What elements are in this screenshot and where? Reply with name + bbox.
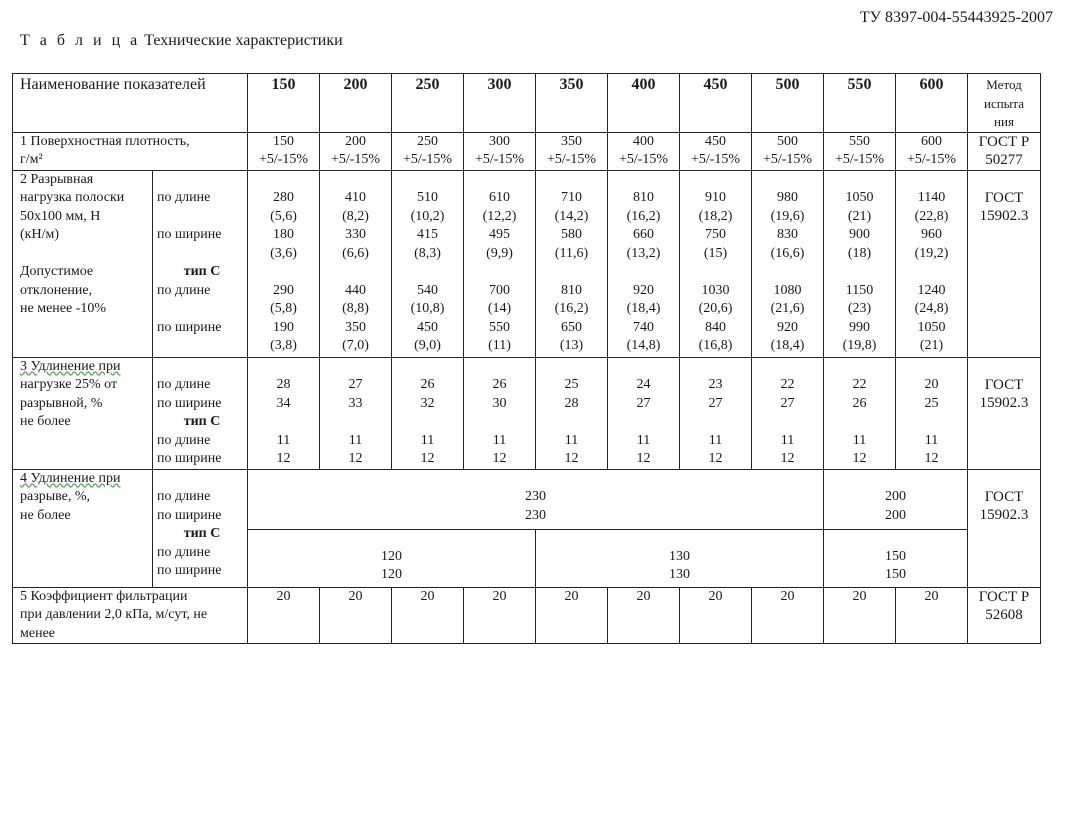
row5-value: 20	[392, 587, 464, 644]
row1-value: 350 +5/-15%	[536, 132, 608, 170]
row5-value: 20	[248, 587, 320, 644]
row3-value: 27 33 11 12	[320, 357, 392, 469]
row-density	[13, 132, 1041, 170]
row2-label: 2 Разрывная нагрузка полоски 50х100 мм, Н (кН/м) Допустимое отклонение, не менее -10%	[13, 170, 153, 357]
row5-value: 20	[608, 587, 680, 644]
row1-value: 550 +5/-15%	[824, 132, 896, 170]
header-method: Метод испыта ния	[968, 74, 1041, 133]
header-grade: 200	[320, 74, 392, 133]
row4-sublabels: по длине по ширине тип С по длине по ширине	[153, 469, 248, 587]
row2-value: 1050 (21) 900 (18) 1150 (23) 990 (19,8)	[824, 170, 896, 357]
row1-value: 300 +5/-15%	[464, 132, 536, 170]
row4-value-c-mid: 130 130	[536, 529, 824, 587]
row4-value-top-high: 200 200	[824, 469, 968, 529]
row3-value: 28 34 11 12	[248, 357, 320, 469]
row-elongation-25	[13, 357, 1041, 469]
row3-value: 26 32 11 12	[392, 357, 464, 469]
row5-value: 20	[752, 587, 824, 644]
specs-table	[12, 73, 1041, 644]
row2-value: 810 (16,2) 660 (13,2) 920 (18,4) 740 (14,8)	[608, 170, 680, 357]
table-title	[20, 32, 343, 50]
row3-method: ГОСТ 15902.3	[968, 357, 1041, 469]
row3-value: 25 28 11 12	[536, 357, 608, 469]
row5-value: 20	[896, 587, 968, 644]
row1-value: 250 +5/-15%	[392, 132, 464, 170]
row5-value: 20	[536, 587, 608, 644]
row2-value: 280 (5,6) 180 (3,6) 290 (5,8) 190 (3,8)	[248, 170, 320, 357]
header-grade: 500	[752, 74, 824, 133]
header-grade: 150	[248, 74, 320, 133]
header-grade: 400	[608, 74, 680, 133]
header-grade: 550	[824, 74, 896, 133]
row1-value: 500 +5/-15%	[752, 132, 824, 170]
row4-method: ГОСТ 15902.3	[968, 469, 1041, 587]
row2-value: 610 (12,2) 495 (9,9) 700 (14) 550 (11)	[464, 170, 536, 357]
row5-value: 20	[320, 587, 392, 644]
row4-value-c-high: 150 150	[824, 529, 968, 587]
row2-value: 1140 (22,8) 960 (19,2) 1240 (24,8) 1050 (21)	[896, 170, 968, 357]
header-grade: 300	[464, 74, 536, 133]
row1-method: ГОСТ Р 50277	[968, 132, 1041, 170]
row3-value: 20 25 11 12	[896, 357, 968, 469]
row3-value: 24 27 11 12	[608, 357, 680, 469]
header-grade: 250	[392, 74, 464, 133]
row1-label: 1 Поверхностная плотность, г/м²	[13, 132, 248, 170]
row2-sublabels: по длине по ширине тип С по длине по ширине	[153, 170, 248, 357]
header-grade: 350	[536, 74, 608, 133]
table-title-prefix: Т а б л и ц а	[20, 32, 141, 49]
row3-value: 22 26 11 12	[824, 357, 896, 469]
row3-sublabels: по длине по ширине тип С по длине по ширине	[153, 357, 248, 469]
row5-value: 20	[680, 587, 752, 644]
row-tensile	[13, 170, 1041, 357]
row2-method: ГОСТ 15902.3	[968, 170, 1041, 357]
row2-value: 510 (10,2) 415 (8,3) 540 (10,8) 450 (9,0)	[392, 170, 464, 357]
row-elongation-break	[13, 469, 1041, 529]
row5-method: ГОСТ Р 52608	[968, 587, 1041, 644]
row1-value: 450 +5/-15%	[680, 132, 752, 170]
header-grade: 600	[896, 74, 968, 133]
header-name: Наименование показателей	[13, 74, 248, 133]
table-title-text: Технические характеристики	[140, 32, 343, 49]
row4-value-c-low: 120 120	[248, 529, 536, 587]
row5-label: 5 Коэффициент фильтрации при давлении 2,0 кПа, м/сут, не менее	[13, 587, 248, 644]
header-grade: 450	[680, 74, 752, 133]
row5-value: 20	[824, 587, 896, 644]
row-filtration	[13, 587, 1041, 644]
row1-value: 150 +5/-15%	[248, 132, 320, 170]
row2-value: 980 (19,6) 830 (16,6) 1080 (21,6) 920 (18,4)	[752, 170, 824, 357]
row2-value: 910 (18,2) 750 (15) 1030 (20,6) 840 (16,8)	[680, 170, 752, 357]
header-row	[13, 74, 1041, 133]
document-code: ТУ 8397-004-55443925-2007	[859, 9, 1053, 26]
row5-value: 20	[464, 587, 536, 644]
row3-label: 3 Удлинение при нагрузке 25% от разрывной, % не более	[13, 357, 153, 469]
row2-value: 410 (8,2) 330 (6,6) 440 (8,8) 350 (7,0)	[320, 170, 392, 357]
row4-value-top-main: 230 230	[248, 469, 824, 529]
row4-label: 4 Удлинение при разрыве, %, не более	[13, 469, 153, 587]
row2-value: 710 (14,2) 580 (11,6) 810 (16,2) 650 (13)	[536, 170, 608, 357]
row3-value: 22 27 11 12	[752, 357, 824, 469]
row1-value: 200 +5/-15%	[320, 132, 392, 170]
row1-value: 400 +5/-15%	[608, 132, 680, 170]
row3-value: 26 30 11 12	[464, 357, 536, 469]
row3-value: 23 27 11 12	[680, 357, 752, 469]
row1-value: 600 +5/-15%	[896, 132, 968, 170]
